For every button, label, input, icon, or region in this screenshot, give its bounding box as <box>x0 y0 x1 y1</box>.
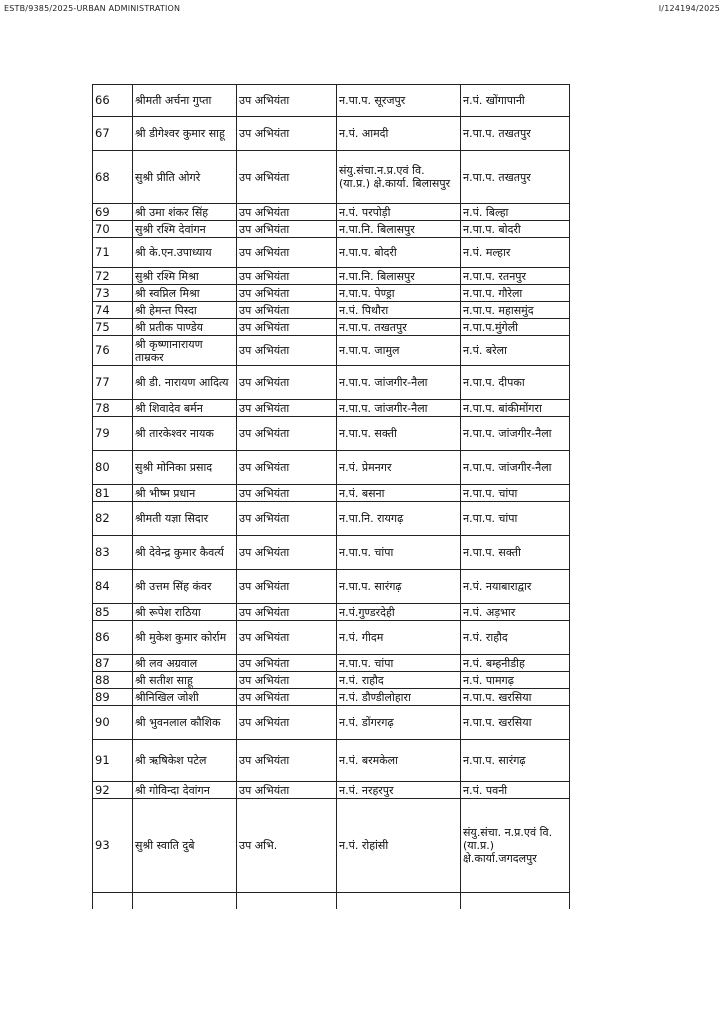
empty-cell <box>461 893 570 909</box>
employee-name: श्री भुवनलाल कौशिक <box>133 706 237 740</box>
table-row <box>93 238 570 268</box>
table-row <box>93 485 570 502</box>
designation: उप अभियंता <box>237 782 337 799</box>
designation: उप अभियंता <box>237 336 337 366</box>
designation: उप अभियंता <box>237 302 337 319</box>
table-row <box>93 621 570 655</box>
designation: उप अभियंता <box>237 706 337 740</box>
current-posting: न.पं. डौण्डीलोहारा <box>337 689 461 706</box>
designation: उप अभि. <box>237 799 337 893</box>
designation: उप अभियंता <box>237 621 337 655</box>
employee-name: सुश्री स्वाति दुबे <box>133 799 237 893</box>
table-row <box>93 268 570 285</box>
row-number: 69 <box>93 204 133 221</box>
designation: उप अभियंता <box>237 570 337 604</box>
row-number: 71 <box>93 238 133 268</box>
new-posting: न.पा.प. जांजगीर-नैला <box>461 451 570 485</box>
row-number: 92 <box>93 782 133 799</box>
employee-name: श्री भीष्म प्रधान <box>133 485 237 502</box>
empty-cell <box>237 893 337 909</box>
table-row <box>93 706 570 740</box>
row-number: 76 <box>93 336 133 366</box>
designation: उप अभियंता <box>237 689 337 706</box>
employee-name: सुश्री प्रीति ओगरे <box>133 151 237 204</box>
current-posting: न.पा.प. चांपा <box>337 655 461 672</box>
current-posting: न.पं. गीदम <box>337 621 461 655</box>
new-posting: न.पं. खोंगापानी <box>461 85 570 117</box>
designation: उप अभियंता <box>237 536 337 570</box>
current-posting: न.पा.प. बोदरी <box>337 238 461 268</box>
table-row <box>93 400 570 417</box>
current-posting: न.पं. पिथौरा <box>337 302 461 319</box>
empty-cell <box>93 893 133 909</box>
current-posting: न.पा.प. सक्ती <box>337 417 461 451</box>
current-posting: न.पं. प्रेमनगर <box>337 451 461 485</box>
employee-name: श्री गोविन्दा देवांगन <box>133 782 237 799</box>
table-row-empty <box>93 893 570 909</box>
new-posting: न.पा.प. खरसिया <box>461 689 570 706</box>
employee-name: श्री कृष्णानारायण ताम्रकर <box>133 336 237 366</box>
designation: उप अभियंता <box>237 604 337 621</box>
current-posting: न.पा.प. सारंगढ़ <box>337 570 461 604</box>
current-posting: न.पा.प. जामुल <box>337 336 461 366</box>
row-number: 77 <box>93 366 133 400</box>
new-posting: न.पा.प. बोदरी <box>461 221 570 238</box>
table-row <box>93 221 570 238</box>
employee-name: श्री उमा शंकर सिंह <box>133 204 237 221</box>
current-posting: न.पं. बरमकेला <box>337 740 461 782</box>
employee-name: श्री लव अग्रवाल <box>133 655 237 672</box>
current-posting: न.पा.प. तखतपुर <box>337 319 461 336</box>
designation: उप अभियंता <box>237 672 337 689</box>
designation: उप अभियंता <box>237 221 337 238</box>
employee-name: श्री देवेन्द्र कुमार कैवर्त्य <box>133 536 237 570</box>
employee-name: सुश्री रश्मि मिश्रा <box>133 268 237 285</box>
new-posting: न.पं. बरेला <box>461 336 570 366</box>
employee-name: श्री सतीश साहू <box>133 672 237 689</box>
row-number: 74 <box>93 302 133 319</box>
table-row <box>93 689 570 706</box>
new-posting: न.पं. पामगढ़ <box>461 672 570 689</box>
row-number: 89 <box>93 689 133 706</box>
row-number: 80 <box>93 451 133 485</box>
new-posting: न.पा.प. तखतपुर <box>461 151 570 204</box>
current-posting: न.पा.प. जांजगीर-नैला <box>337 400 461 417</box>
designation: उप अभियंता <box>237 655 337 672</box>
table-row <box>93 366 570 400</box>
current-posting: संयु.संचा.न.प्र.एवं वि. (या.प्र.) क्षे.कार्या. बिलासपुर <box>337 151 461 204</box>
designation: उप अभियंता <box>237 151 337 204</box>
employee-name: श्री डी. नारायण आदित्य <box>133 366 237 400</box>
row-number: 83 <box>93 536 133 570</box>
row-number: 88 <box>93 672 133 689</box>
table-row <box>93 570 570 604</box>
employee-name: श्रीमती यज्ञा सिदार <box>133 502 237 536</box>
new-posting: न.पा.प. रतनपुर <box>461 268 570 285</box>
empty-cell <box>133 893 237 909</box>
new-posting: न.पा.प. जांजगीर-नैला <box>461 417 570 451</box>
row-number: 85 <box>93 604 133 621</box>
row-number: 73 <box>93 285 133 302</box>
row-number: 75 <box>93 319 133 336</box>
row-number: 90 <box>93 706 133 740</box>
row-number: 66 <box>93 85 133 117</box>
row-number: 72 <box>93 268 133 285</box>
new-posting: न.पा.प. महासमुंद <box>461 302 570 319</box>
new-posting: न.पा.प. खरसिया <box>461 706 570 740</box>
table-row <box>93 117 570 151</box>
empty-cell <box>337 893 461 909</box>
table-row <box>93 151 570 204</box>
table-row <box>93 451 570 485</box>
current-posting: न.पं. बसना <box>337 485 461 502</box>
transfer-table-body <box>93 85 570 909</box>
row-number: 68 <box>93 151 133 204</box>
row-number: 70 <box>93 221 133 238</box>
current-posting: न.पं. परपोड़ी <box>337 204 461 221</box>
new-posting: न.पं. अड़भार <box>461 604 570 621</box>
current-posting: न.पा.प. सूरजपुर <box>337 85 461 117</box>
employee-name: श्री उत्तम सिंह कंवर <box>133 570 237 604</box>
table-row <box>93 85 570 117</box>
transfer-table <box>92 84 570 909</box>
current-posting: न.पा.प. चांपा <box>337 536 461 570</box>
designation: उप अभियंता <box>237 502 337 536</box>
table-row <box>93 782 570 799</box>
designation: उप अभियंता <box>237 268 337 285</box>
row-number: 87 <box>93 655 133 672</box>
table-row <box>93 302 570 319</box>
file-reference: ESTB/9385/2025-URBAN ADMINISTRATION <box>4 4 181 13</box>
table-row <box>93 417 570 451</box>
new-posting: न.पा.प. सारंगढ़ <box>461 740 570 782</box>
row-number: 79 <box>93 417 133 451</box>
table-row <box>93 655 570 672</box>
row-number: 86 <box>93 621 133 655</box>
new-posting: न.पा.प.मुंगेली <box>461 319 570 336</box>
new-posting: न.पा.प. सक्ती <box>461 536 570 570</box>
employee-name: श्री डीगेश्वर कुमार साहू <box>133 117 237 151</box>
row-number: 93 <box>93 799 133 893</box>
current-posting: न.पा.नि. बिलासपुर <box>337 221 461 238</box>
employee-name: श्रीनिखिल जोशी <box>133 689 237 706</box>
new-posting: न.पा.प. चांपा <box>461 502 570 536</box>
new-posting: न.पं. राहौद <box>461 621 570 655</box>
employee-name: श्री मुकेश कुमार कोर्राम <box>133 621 237 655</box>
new-posting: न.पा.प. दीपका <box>461 366 570 400</box>
table-row <box>93 604 570 621</box>
current-posting: न.पं. आमदी <box>337 117 461 151</box>
designation: उप अभियंता <box>237 319 337 336</box>
employee-name: सुश्री रश्मि देवांगन <box>133 221 237 238</box>
table-row <box>93 319 570 336</box>
current-posting: न.पं. राहौद <box>337 672 461 689</box>
employee-name: श्री के.एन.उपाध्याय <box>133 238 237 268</box>
new-posting: न.पा.प. गौरेला <box>461 285 570 302</box>
designation: उप अभियंता <box>237 740 337 782</box>
new-posting: न.पा.प. बांकीमोंगरा <box>461 400 570 417</box>
current-posting: न.पा.प. जांजगीर-नैला <box>337 366 461 400</box>
designation: उप अभियंता <box>237 366 337 400</box>
designation: उप अभियंता <box>237 285 337 302</box>
designation: उप अभियंता <box>237 204 337 221</box>
employee-name: सुश्री मोनिका प्रसाद <box>133 451 237 485</box>
row-number: 81 <box>93 485 133 502</box>
new-posting: न.पं. बिल्हा <box>461 204 570 221</box>
row-number: 67 <box>93 117 133 151</box>
designation: उप अभियंता <box>237 451 337 485</box>
table-row <box>93 672 570 689</box>
employee-name: श्री हेमन्त पिस्दा <box>133 302 237 319</box>
new-posting: न.पं. नयाबाराद्वार <box>461 570 570 604</box>
new-posting: न.पं. मल्हार <box>461 238 570 268</box>
table-row <box>93 502 570 536</box>
employee-name: श्री तारकेश्वर नायक <box>133 417 237 451</box>
new-posting: न.पा.प. तखतपुर <box>461 117 570 151</box>
current-posting: न.पं.गुण्डरदेही <box>337 604 461 621</box>
new-posting: संयु.संचा. न.प्र.एवं वि. (या.प्र.) क्षे.कार्या.जगदलपुर <box>461 799 570 893</box>
row-number: 78 <box>93 400 133 417</box>
employee-name: श्री प्रतीक पाण्डेय <box>133 319 237 336</box>
designation: उप अभियंता <box>237 85 337 117</box>
designation: उप अभियंता <box>237 117 337 151</box>
row-number: 82 <box>93 502 133 536</box>
new-posting: न.पा.प. चांपा <box>461 485 570 502</box>
current-posting: न.पं. रोहांसी <box>337 799 461 893</box>
current-posting: न.पं. डोंगरगढ़ <box>337 706 461 740</box>
employee-name: श्री स्वप्निल मिश्रा <box>133 285 237 302</box>
row-number: 91 <box>93 740 133 782</box>
table-row <box>93 536 570 570</box>
designation: उप अभियंता <box>237 400 337 417</box>
new-posting: न.पं. बम्हनीडीह <box>461 655 570 672</box>
document-header <box>4 4 720 16</box>
designation: उप अभियंता <box>237 485 337 502</box>
current-posting: न.पा.प. पेण्ड्रा <box>337 285 461 302</box>
row-number: 84 <box>93 570 133 604</box>
current-posting: न.पं. नरहरपुर <box>337 782 461 799</box>
table-row <box>93 204 570 221</box>
table-row <box>93 799 570 893</box>
table-row <box>93 740 570 782</box>
employee-name: श्री रूपेश राठिया <box>133 604 237 621</box>
designation: उप अभियंता <box>237 238 337 268</box>
new-posting: न.पं. पवनी <box>461 782 570 799</box>
employee-name: श्री शिवादेव बर्मन <box>133 400 237 417</box>
inward-number: I/124194/2025 <box>658 4 720 13</box>
table-row <box>93 285 570 302</box>
current-posting: न.पा.नि. बिलासपुर <box>337 268 461 285</box>
employee-name: श्री ऋषिकेश पटेल <box>133 740 237 782</box>
table-row <box>93 336 570 366</box>
current-posting: न.पा.नि. रायगढ़ <box>337 502 461 536</box>
designation: उप अभियंता <box>237 417 337 451</box>
employee-name: श्रीमती अर्चना गुप्ता <box>133 85 237 117</box>
